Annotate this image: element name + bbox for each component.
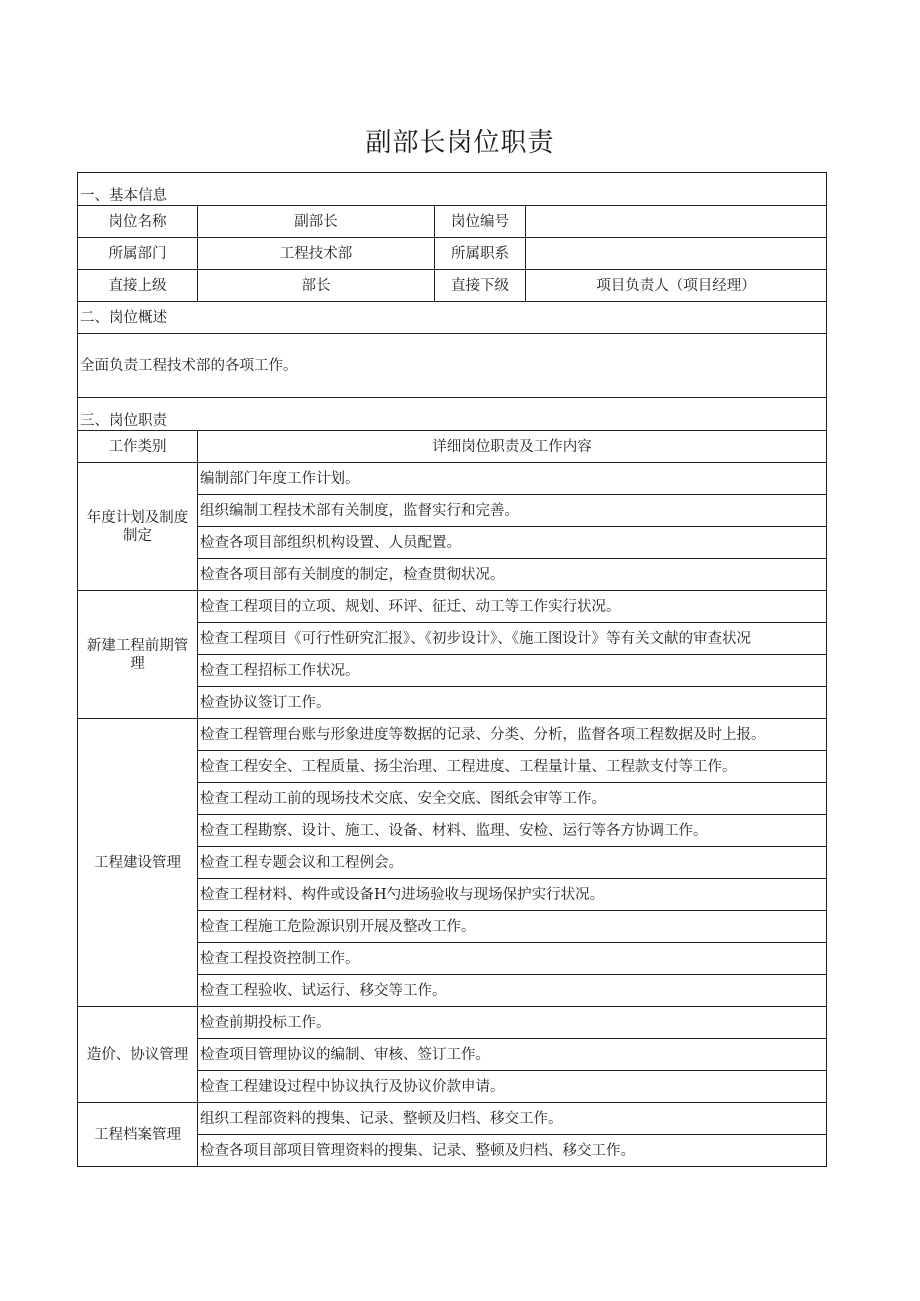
info-value [526, 206, 827, 238]
duty-item: 检查工程建设过程中协议执行及协议价款申请。 [198, 1071, 827, 1103]
info-label: 所属部门 [78, 238, 198, 270]
duty-item: 检查协议签订工作。 [198, 687, 827, 719]
duty-item: 检查各项目部组织机构设置、人员配置。 [198, 527, 827, 559]
info-value: 工程技术部 [198, 238, 435, 270]
duty-item: 检查工程安全、工程质量、扬尘治理、工程进度、工程量计量、工程款支付等工作。 [198, 751, 827, 783]
section-overview-row [78, 302, 827, 334]
section-heading-duties: 三、岗位职责 [78, 398, 827, 431]
info-label: 岗位名称 [78, 206, 198, 238]
column-header-category: 工作类别 [78, 431, 198, 463]
duty-row [78, 463, 827, 495]
duty-item: 检查项目管理协议的编制、审核、签订工作。 [198, 1039, 827, 1071]
duty-category: 造价、协议管理 [78, 1007, 198, 1103]
section-duties-row [78, 398, 827, 431]
duty-item: 检查各项目部项目管理资料的搜集、记录、整顿及归档、移交工作。 [198, 1135, 827, 1167]
info-value: 部长 [198, 270, 435, 302]
duty-item: 检查工程勘察、设计、施工、设备、材料、监理、安检、运行等各方协调工作。 [198, 815, 827, 847]
duty-row [78, 1103, 827, 1135]
duty-category: 工程档案管理 [78, 1103, 198, 1167]
duty-item: 组织编制工程技术部有关制度，监督实行和完善。 [198, 495, 827, 527]
job-duty-table [77, 172, 827, 1167]
duty-item: 检查工程招标工作状况。 [198, 655, 827, 687]
duty-row [78, 719, 827, 751]
duty-item: 检查工程验收、试运行、移交等工作。 [198, 975, 827, 1007]
summary-row [78, 334, 827, 398]
info-label: 岗位编号 [435, 206, 526, 238]
overview-text: 全面负责工程技术部的各项工作。 [78, 334, 827, 398]
section-heading-overview: 二、岗位概述 [78, 302, 827, 334]
duties-header-row [78, 431, 827, 463]
section-heading-basic-info: 一、基本信息 [78, 173, 827, 206]
info-row [78, 270, 827, 302]
duty-item: 检查工程项目《可行性研究汇报》、《初步设计》、《施工图设计》等有关文献的审查状况 [198, 623, 827, 655]
duty-row [78, 591, 827, 623]
info-label: 直接上级 [78, 270, 198, 302]
duty-item: 组织工程部资料的搜集、记录、整顿及归档、移交工作。 [198, 1103, 827, 1135]
column-header-content: 详细岗位职责及工作内容 [198, 431, 827, 463]
duty-row [78, 1007, 827, 1039]
duty-item: 检查工程动工前的现场技术交底、安全交底、图纸会审等工作。 [198, 783, 827, 815]
section-basic-info-row [78, 173, 827, 206]
duty-item: 检查前期投标工作。 [198, 1007, 827, 1039]
info-row [78, 206, 827, 238]
info-row [78, 238, 827, 270]
duty-item: 检查工程材料、构件或设备H勺进场验收与现场保护实行状况。 [198, 879, 827, 911]
info-value: 副部长 [198, 206, 435, 238]
duty-category: 新建工程前期管理 [78, 591, 198, 719]
info-label: 直接下级 [435, 270, 526, 302]
duty-item: 编制部门年度工作计划。 [198, 463, 827, 495]
info-label: 所属职系 [435, 238, 526, 270]
duty-category: 年度计划及制度制定 [78, 463, 198, 591]
info-value [526, 238, 827, 270]
duty-item: 检查工程投资控制工作。 [198, 943, 827, 975]
page-title: 副部长岗位职责 [365, 128, 555, 158]
duty-item: 检查各项目部有关制度的制定，检查贯彻状况。 [198, 559, 827, 591]
duty-item: 检查工程管理台账与形象进度等数据的记录、分类、分析，监督各项工程数据及时上报。 [198, 719, 827, 751]
duty-item: 检查工程施工危险源识别开展及整改工作。 [198, 911, 827, 943]
duty-item: 检查工程项目的立项、规划、环评、征迁、动工等工作实行状况。 [198, 591, 827, 623]
duty-item: 检查工程专题会议和工程例会。 [198, 847, 827, 879]
duty-category: 工程建设管理 [78, 719, 198, 1007]
info-value: 项目负责人（项目经理） [526, 270, 827, 302]
